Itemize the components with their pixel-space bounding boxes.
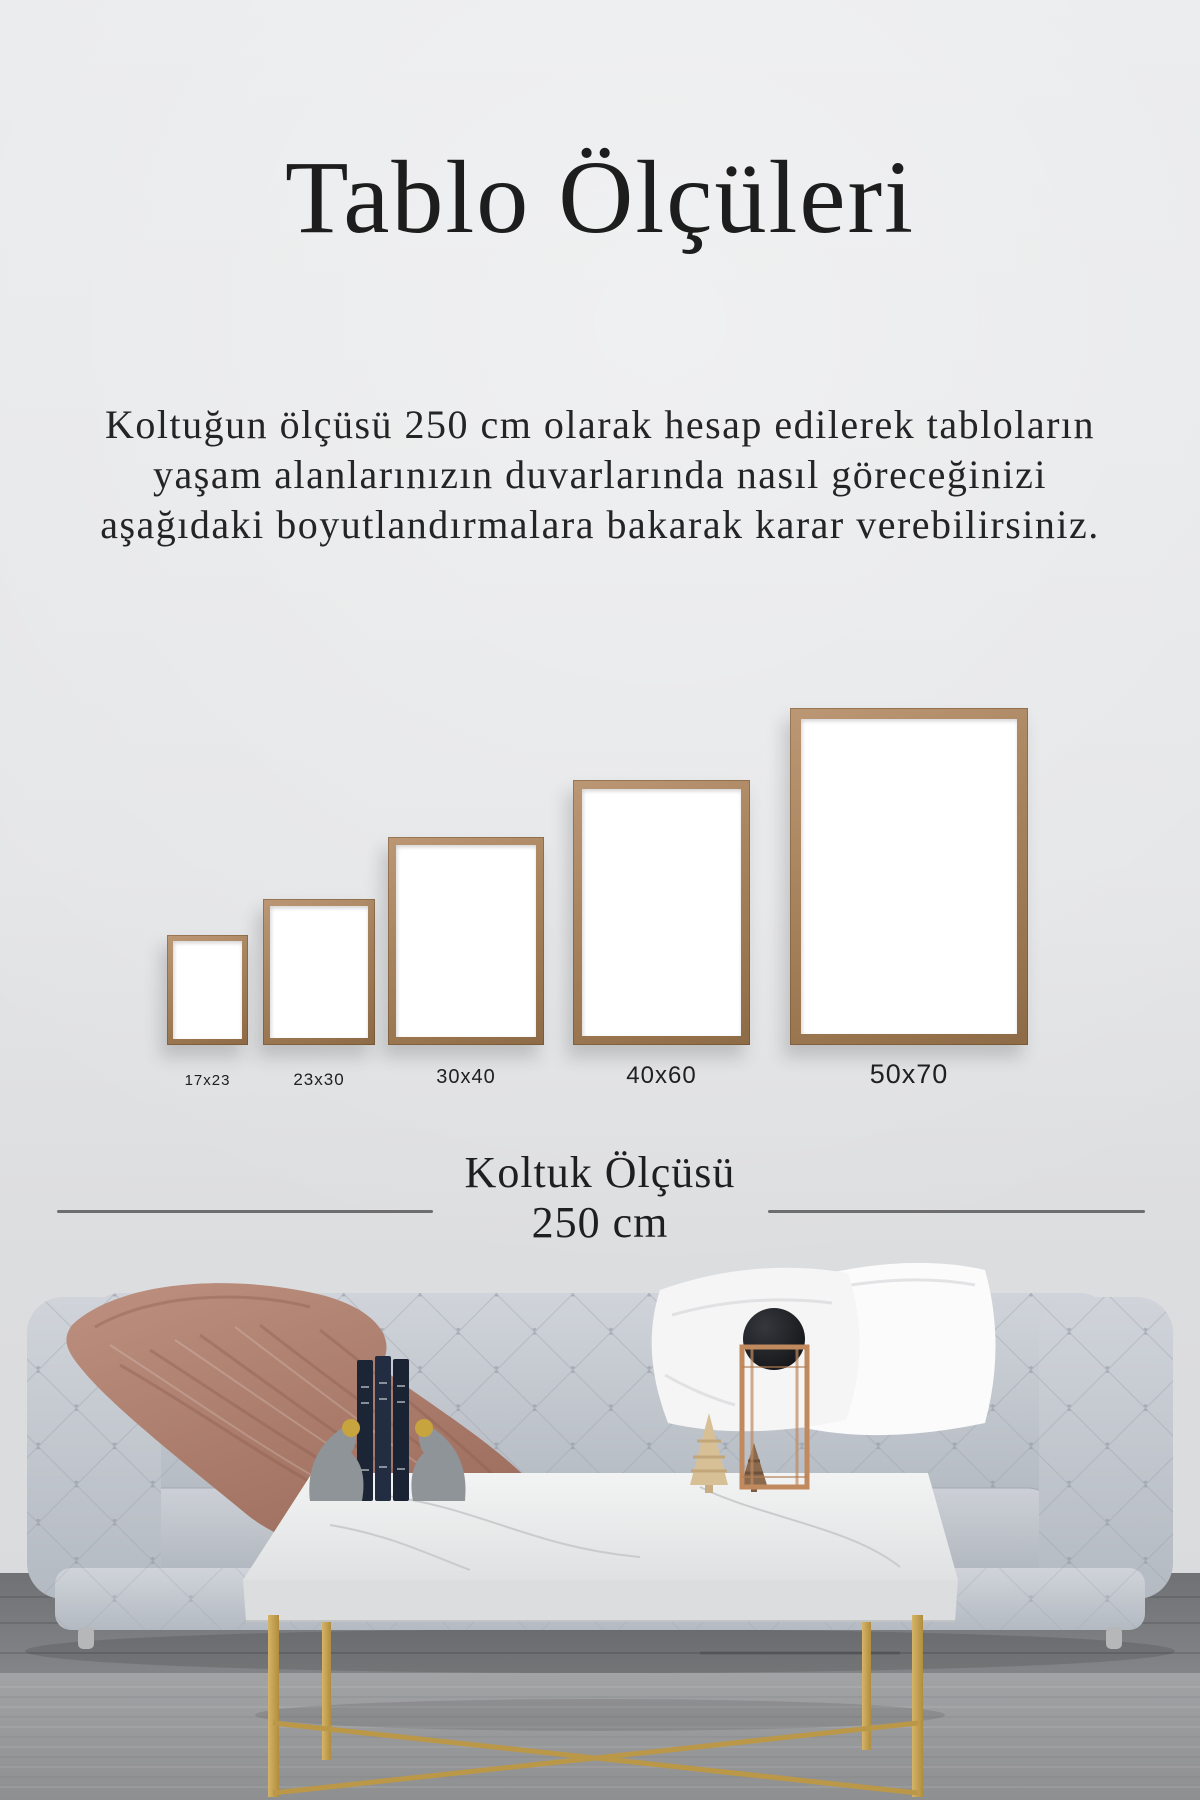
picture-frame-23x30 [263, 899, 375, 1045]
sofa-shadow [25, 1629, 1175, 1673]
sofa-measure-caption [0, 1148, 1200, 1248]
frame-size-label: 17x23 [184, 1072, 231, 1089]
picture-frame-50x70 [790, 708, 1028, 1045]
description-line-2: yaşam alanlarınızın duvarlarında nasıl göreceğinizi [153, 452, 1047, 497]
picture-frame-40x60 [573, 780, 750, 1045]
sofa-measure-value: 250 cm [531, 1198, 669, 1248]
sofa-leg-right [1106, 1627, 1122, 1649]
frame-canvas [582, 789, 741, 1036]
frame-canvas [270, 906, 368, 1038]
books [357, 1356, 409, 1501]
sofa-arm-right [1039, 1297, 1173, 1599]
table-edge [243, 1580, 958, 1621]
table-leg-front-left [268, 1615, 279, 1797]
picture-frame-17x23 [167, 935, 248, 1045]
picture-frame-30x40 [388, 837, 544, 1045]
measure-line-left [57, 1210, 433, 1213]
frame-size-label: 40x60 [626, 1062, 697, 1089]
frame-size-label: 30x40 [436, 1066, 496, 1088]
sofa-illustration [0, 1255, 1200, 1800]
bookend-ball [415, 1419, 433, 1437]
table-leg-front-right [912, 1615, 923, 1797]
frame-canvas [173, 941, 242, 1039]
sofa-leg-left [78, 1627, 94, 1649]
frame-canvas [396, 845, 536, 1037]
sofa-measure-title: Koltuk Ölçüsü [464, 1148, 736, 1197]
frame-size-label: 23x30 [293, 1070, 345, 1089]
measure-line-right [768, 1210, 1145, 1213]
table-shadow [255, 1699, 945, 1731]
description-line-1: Koltuğun ölçüsü 250 cm olarak hesap edilerek tabloların [104, 402, 1096, 447]
description-line-3: aşağıdaki boyutlandırmalara bakarak karar verebilirsiniz. [100, 502, 1100, 547]
description-paragraph [0, 400, 1200, 550]
rug [0, 1673, 1200, 1800]
frame-canvas [801, 719, 1017, 1034]
bookend-ball [342, 1419, 360, 1437]
page-title: Tablo Ölçüleri [284, 140, 916, 255]
frame-size-label: 50x70 [869, 1059, 949, 1089]
